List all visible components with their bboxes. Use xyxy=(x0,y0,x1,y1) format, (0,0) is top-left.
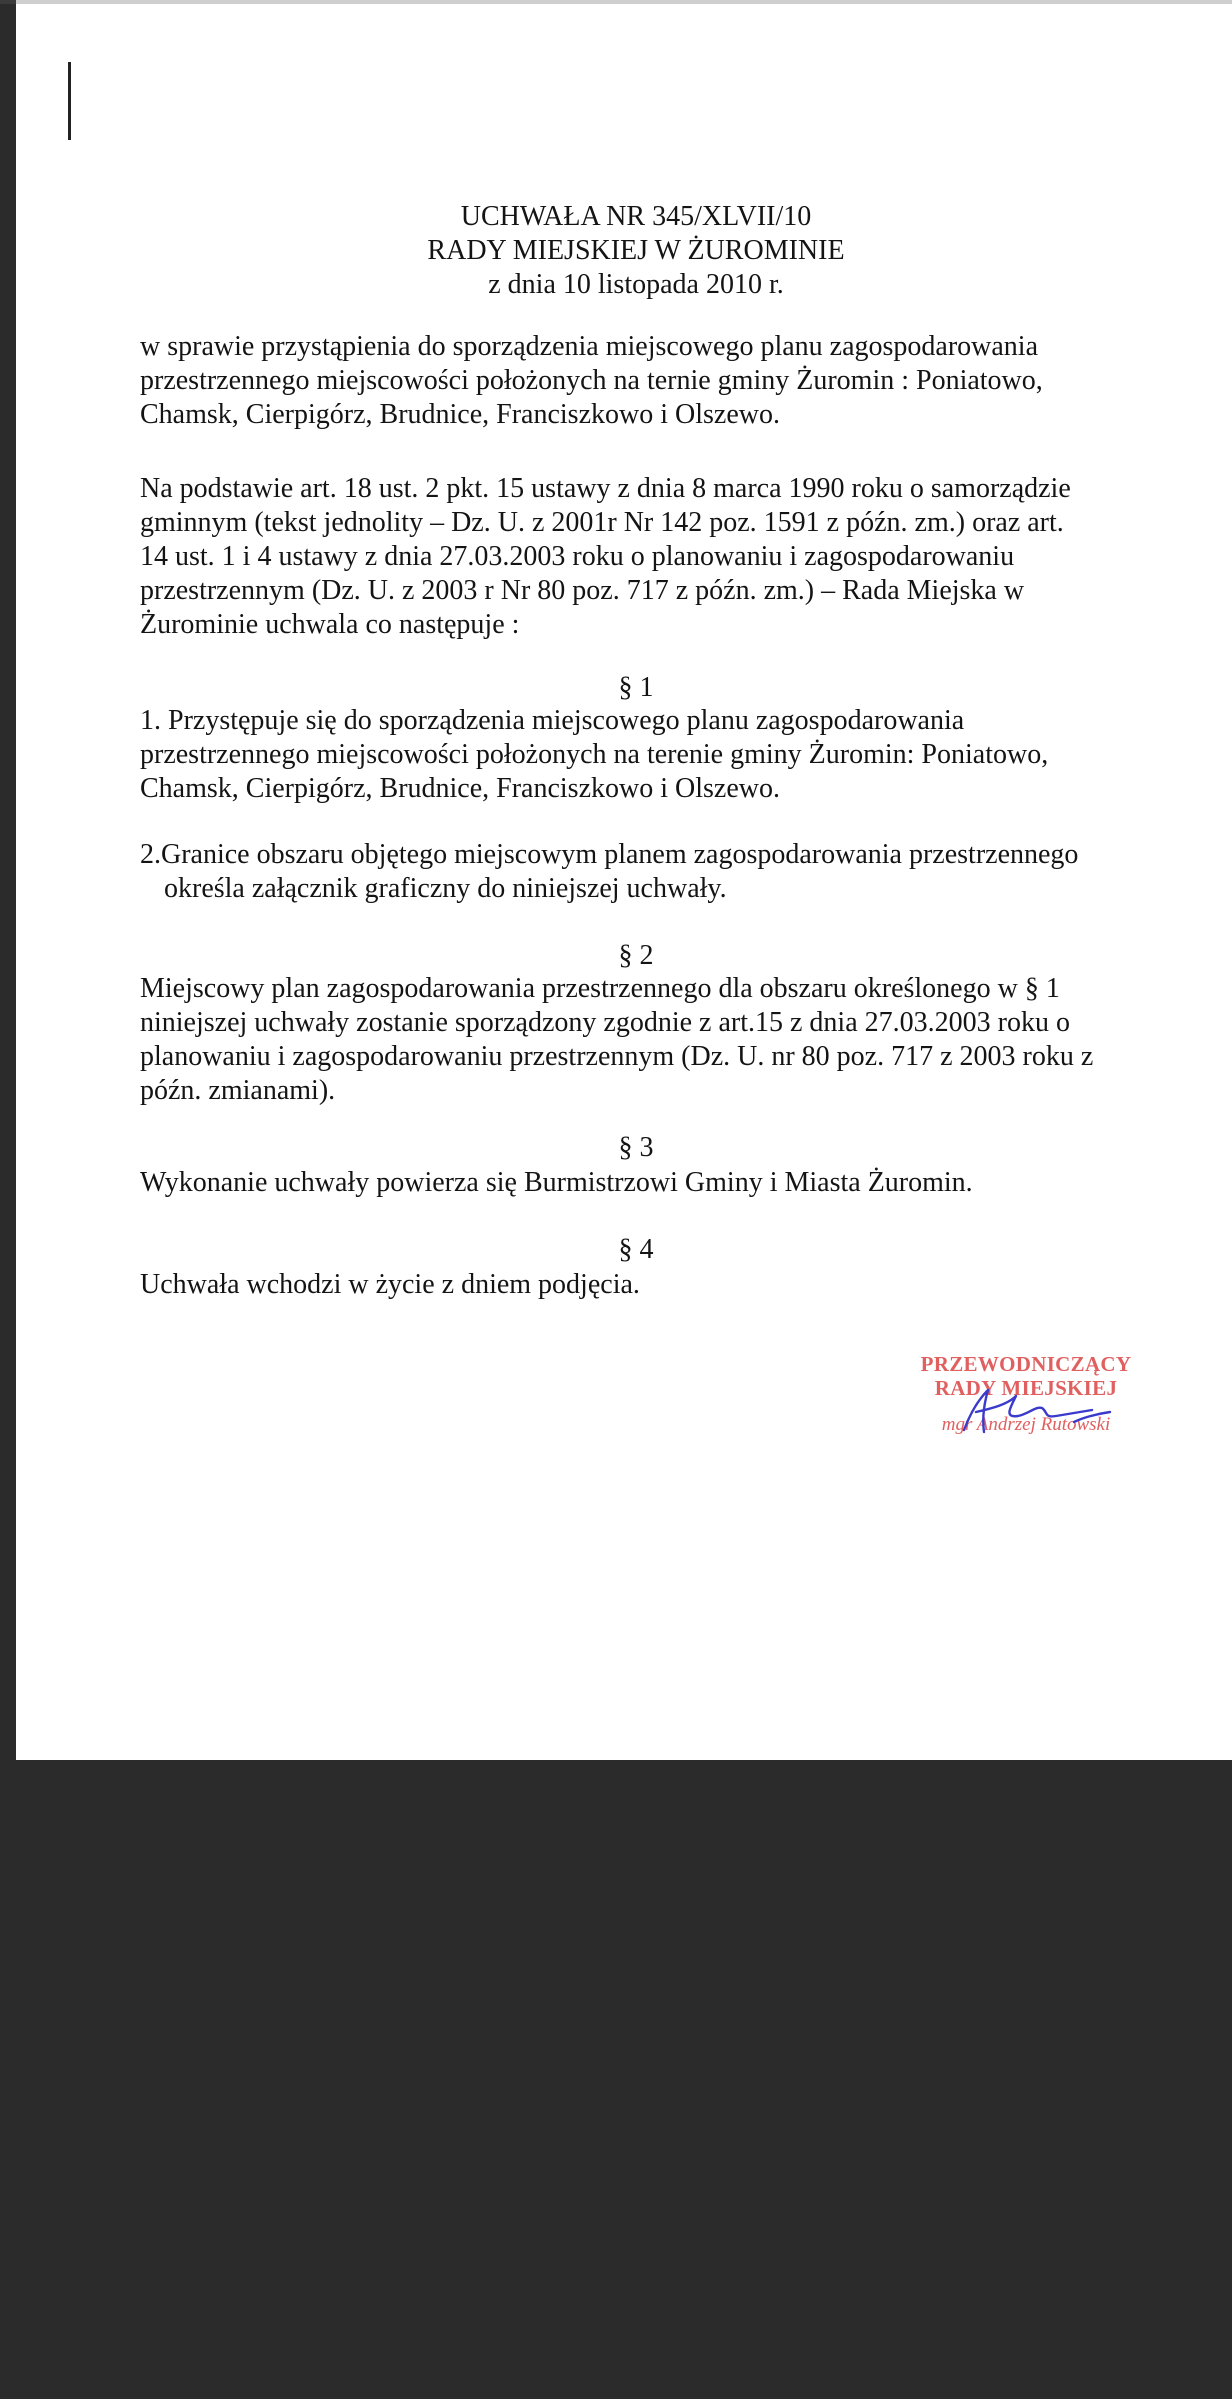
document-page xyxy=(16,0,1232,1760)
legal-basis-line: Na podstawie art. 18 ust. 2 pkt. 15 ustawy z dnia 8 marca 1990 roku o samorządzie xyxy=(140,473,1071,504)
legal-basis-line: gminnym (tekst jednolity – Dz. U. z 2001r Nr 142 poz. 1591 z późn. zm.) oraz art. xyxy=(140,507,1064,538)
section-1-line: określa załącznik graficzny do niniejszej uchwały. xyxy=(164,873,727,904)
handwritten-signature xyxy=(924,1378,1144,1448)
legal-basis-line: 14 ust. 1 i 4 ustawy z dnia 27.03.2003 roku o planowaniu i zagospodarowaniu xyxy=(140,541,1015,572)
section-2-text xyxy=(140,972,1140,1108)
section-2-line: niniejszej uchwały zostanie sporządzony zgodnie z art.15 z dnia 27.03.2003 roku o xyxy=(140,1007,1070,1038)
stamp-council: RADY MIEJSKIEJ xyxy=(934,1376,1118,1400)
subject-paragraph xyxy=(140,330,1140,432)
section-1-line: Chamsk, Cierpigórz, Brudnice, Franciszkowo i Olszewo. xyxy=(140,773,780,804)
staple-mark xyxy=(68,62,71,140)
section-1-line: 2.Granice obszaru objętego miejscowym planem zagospodarowania przestrzennego xyxy=(140,839,1079,870)
section-4-text xyxy=(140,1268,1140,1302)
legal-basis-paragraph xyxy=(140,472,1140,642)
section-4-mark: § 4 xyxy=(618,1234,654,1265)
section-1-point-2 xyxy=(140,838,1140,906)
title-line-1: UCHWAŁA NR 345/XLVII/10 xyxy=(460,201,812,232)
section-3-mark: § 3 xyxy=(618,1132,654,1163)
legal-basis-line: przestrzennym (Dz. U. z 2003 r Nr 80 poz. 717 z późn. zm.) – Rada Miejska w xyxy=(140,575,1025,606)
section-1-line: przestrzennego miejscowości położonych na terenie gminy Żuromin: Poniatowo, xyxy=(140,739,1049,770)
section-4-line: Uchwała wchodzi w życie z dniem podjęcia. xyxy=(140,1269,640,1300)
section-3-line: Wykonanie uchwały powierza się Burmistrzowi Gminy i Miasta Żuromin. xyxy=(140,1167,973,1198)
section-1-mark: § 1 xyxy=(618,672,654,703)
section-2-line: Miejscowy plan zagospodarowania przestrzennego dla obszaru określonego w § 1 xyxy=(140,973,1060,1004)
section-1-line: 1. Przystępuje się do sporządzenia miejscowego planu zagospodarowania xyxy=(140,705,965,736)
resolution-title xyxy=(136,200,1136,302)
stamp-title: PRZEWODNICZĄCY xyxy=(920,1352,1132,1376)
title-line-2: RADY MIEJSKIEJ W ŻUROMINIE xyxy=(427,235,845,266)
stamp-name: mgr Andrzej Rutowski xyxy=(941,1414,1111,1435)
section-2-line: planowaniu i zagospodarowaniu przestrzennym (Dz. U. nr 80 poz. 717 z 2003 roku z xyxy=(140,1041,1094,1072)
section-2-line: późn. zmianami). xyxy=(140,1075,336,1106)
subject-line: przestrzennego miejscowości położonych na ternie gminy Żuromin : Poniatowo, xyxy=(140,365,1043,396)
section-3-text xyxy=(140,1166,1140,1200)
subject-line: w sprawie przystąpienia do sporządzenia miejscowego planu zagospodarowania xyxy=(140,331,1039,362)
title-line-3: z dnia 10 listopada 2010 r. xyxy=(488,269,784,300)
subject-line: Chamsk, Cierpigórz, Brudnice, Franciszkowo i Olszewo. xyxy=(140,399,780,430)
section-2-mark: § 2 xyxy=(618,940,654,971)
legal-basis-line: Żurominie uchwala co następuje : xyxy=(140,609,520,640)
section-1-point-1 xyxy=(140,704,1140,806)
